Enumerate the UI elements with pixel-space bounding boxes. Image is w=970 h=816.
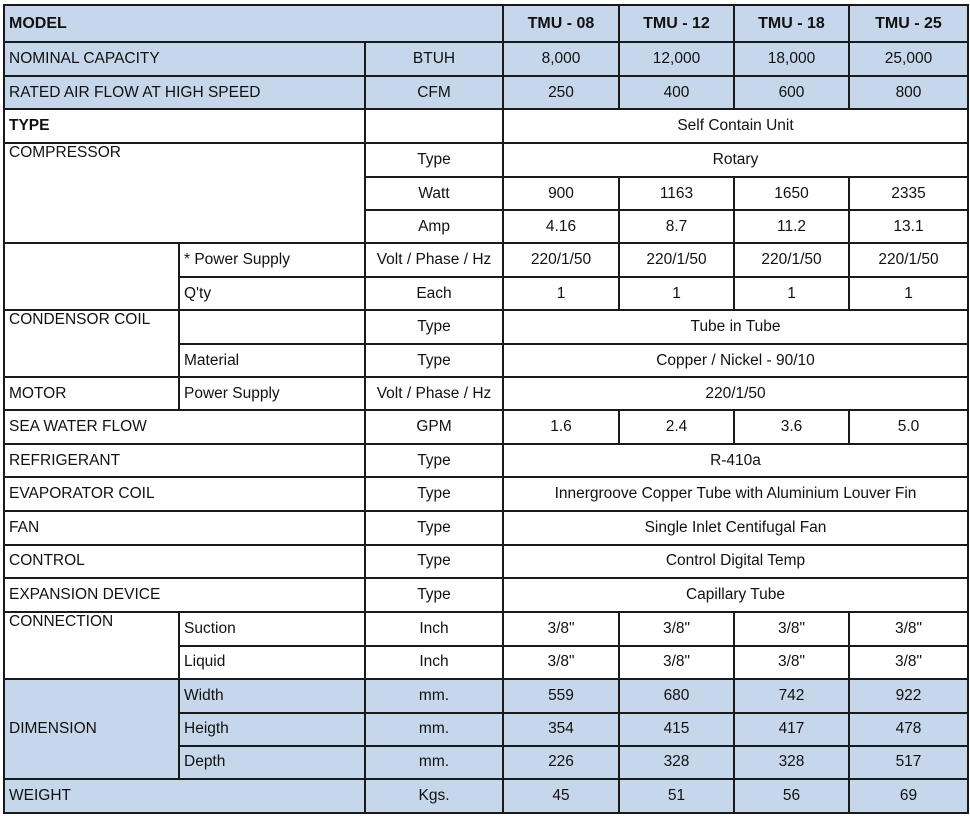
model-tmu-08: TMU - 08 xyxy=(503,5,619,42)
sea-water-flow-row xyxy=(4,410,968,444)
sea-water-flow-value: 2.4 xyxy=(619,410,734,444)
compressor-amp-value: 8.7 xyxy=(619,210,734,243)
refrigerant-unit: Type xyxy=(365,444,503,477)
control-label: CONTROL xyxy=(4,545,365,578)
motor-row xyxy=(4,377,968,410)
expansion-device-unit: Type xyxy=(365,578,503,612)
dimension-width-row xyxy=(4,679,968,713)
compressor-power-row xyxy=(4,243,968,277)
connection-liquid-unit: Inch xyxy=(365,646,503,679)
weight-value: 51 xyxy=(619,779,734,813)
compressor-label: COMPRESSOR xyxy=(4,143,365,243)
rated-air-flow-value: 250 xyxy=(503,76,619,109)
condensor-coil-row xyxy=(4,310,968,344)
expansion-device-label: EXPANSION DEVICE xyxy=(4,578,365,612)
evaporator-coil-row xyxy=(4,477,968,511)
dimension-label: DIMENSION xyxy=(4,679,179,779)
weight-unit: Kgs. xyxy=(365,779,503,813)
compressor-amp-unit: Amp xyxy=(365,210,503,243)
dimension-depth-value: 517 xyxy=(849,746,968,779)
dimension-depth-label: Depth xyxy=(179,746,365,779)
compressor-power-value: 220/1/50 xyxy=(849,243,968,277)
nominal-capacity-value: 8,000 xyxy=(503,42,619,76)
fan-unit: Type xyxy=(365,511,503,544)
dimension-width-value: 680 xyxy=(619,679,734,713)
connection-liquid-value: 3/8" xyxy=(734,646,849,679)
motor-unit: Volt / Phase / Hz xyxy=(365,377,503,410)
weight-value: 56 xyxy=(734,779,849,813)
rated-air-flow-label: RATED AIR FLOW AT HIGH SPEED xyxy=(4,76,365,109)
fan-row xyxy=(4,511,968,544)
compressor-watt-value: 1650 xyxy=(734,177,849,210)
dimension-width-unit: mm. xyxy=(365,679,503,713)
expansion-device-value: Capillary Tube xyxy=(503,578,968,612)
refrigerant-value: R-410a xyxy=(503,444,968,477)
compressor-qty-row xyxy=(4,277,968,310)
compressor-type-unit: Type xyxy=(365,143,503,177)
dimension-depth-value: 328 xyxy=(734,746,849,779)
compressor-amp-value: 11.2 xyxy=(734,210,849,243)
rated-air-flow-value: 600 xyxy=(734,76,849,109)
compressor-power-unit: Volt / Phase / Hz xyxy=(365,243,503,277)
refrigerant-row xyxy=(4,444,968,477)
evaporator-coil-unit: Type xyxy=(365,477,503,511)
nominal-capacity-value: 25,000 xyxy=(849,42,968,76)
connection-liquid-value: 3/8" xyxy=(849,646,968,679)
nominal-capacity-row xyxy=(4,42,968,76)
refrigerant-label: REFRIGERANT xyxy=(4,444,365,477)
connection-suction-unit: Inch xyxy=(365,612,503,646)
condensor-coil-type-unit: Type xyxy=(365,310,503,344)
dimension-height-value: 417 xyxy=(734,713,849,746)
fan-label: FAN xyxy=(4,511,365,544)
compressor-power-label: * Power Supply xyxy=(179,243,365,277)
type-unit xyxy=(365,109,503,143)
dimension-height-unit: mm. xyxy=(365,713,503,746)
connection-suction-value: 3/8" xyxy=(619,612,734,646)
compressor-qty-value: 1 xyxy=(619,277,734,310)
condensor-material-value: Copper / Nickel - 90/10 xyxy=(503,344,968,377)
dimension-width-value: 742 xyxy=(734,679,849,713)
rated-air-flow-value: 800 xyxy=(849,76,968,109)
rated-air-flow-unit: CFM xyxy=(365,76,503,109)
compressor-power-value: 220/1/50 xyxy=(503,243,619,277)
condensor-material-unit: Type xyxy=(365,344,503,377)
compressor-blank-cell xyxy=(4,277,179,310)
dimension-width-value: 922 xyxy=(849,679,968,713)
dimension-height-value: 415 xyxy=(619,713,734,746)
compressor-qty-value: 1 xyxy=(734,277,849,310)
weight-row xyxy=(4,779,968,813)
sea-water-flow-label: SEA WATER FLOW xyxy=(4,410,365,444)
dimension-depth-unit: mm. xyxy=(365,746,503,779)
weight-label: WEIGHT xyxy=(4,779,365,813)
connection-label: CONNECTION xyxy=(4,612,179,679)
dimension-depth-value: 226 xyxy=(503,746,619,779)
connection-liquid-value: 3/8" xyxy=(503,646,619,679)
compressor-watt-value: 1163 xyxy=(619,177,734,210)
dimension-width-label: Width xyxy=(179,679,365,713)
type-label: TYPE xyxy=(4,109,365,143)
compressor-blank-cell xyxy=(4,243,179,277)
model-label: MODEL xyxy=(4,5,503,42)
sea-water-flow-value: 1.6 xyxy=(503,410,619,444)
compressor-amp-value: 4.16 xyxy=(503,210,619,243)
model-tmu-18: TMU - 18 xyxy=(734,5,849,42)
evaporator-coil-label: EVAPORATOR COIL xyxy=(4,477,365,511)
connection-liquid-label: Liquid xyxy=(179,646,365,679)
dimension-width-value: 559 xyxy=(503,679,619,713)
nominal-capacity-value: 18,000 xyxy=(734,42,849,76)
connection-suction-value: 3/8" xyxy=(503,612,619,646)
weight-value: 45 xyxy=(503,779,619,813)
type-value: Self Contain Unit xyxy=(503,109,968,143)
compressor-power-value: 220/1/50 xyxy=(734,243,849,277)
compressor-type-row xyxy=(4,143,968,177)
rated-air-flow-value: 400 xyxy=(619,76,734,109)
fan-value: Single Inlet Centifugal Fan xyxy=(503,511,968,544)
weight-value: 69 xyxy=(849,779,968,813)
spec-table xyxy=(3,4,969,814)
compressor-watt-value: 2335 xyxy=(849,177,968,210)
compressor-watt-unit: Watt xyxy=(365,177,503,210)
control-unit: Type xyxy=(365,545,503,578)
nominal-capacity-unit: BTUH xyxy=(365,42,503,76)
motor-value: 220/1/50 xyxy=(503,377,968,410)
condensor-material-label: Material xyxy=(179,344,365,377)
compressor-qty-label: Q'ty xyxy=(179,277,365,310)
connection-suction-label: Suction xyxy=(179,612,365,646)
connection-liquid-value: 3/8" xyxy=(619,646,734,679)
connection-suction-row xyxy=(4,612,968,646)
control-value: Control Digital Temp xyxy=(503,545,968,578)
expansion-device-row xyxy=(4,578,968,612)
compressor-watt-value: 900 xyxy=(503,177,619,210)
evaporator-coil-value: Innergroove Copper Tube with Aluminium Louver Fin xyxy=(503,477,968,511)
condensor-coil-type-value: Tube in Tube xyxy=(503,310,968,344)
compressor-qty-unit: Each xyxy=(365,277,503,310)
dimension-height-value: 354 xyxy=(503,713,619,746)
dimension-depth-value: 328 xyxy=(619,746,734,779)
header-row xyxy=(4,5,968,42)
motor-sub-label: Power Supply xyxy=(179,377,365,410)
sea-water-flow-unit: GPM xyxy=(365,410,503,444)
model-tmu-12: TMU - 12 xyxy=(619,5,734,42)
nominal-capacity-value: 12,000 xyxy=(619,42,734,76)
nominal-capacity-label: NOMINAL CAPACITY xyxy=(4,42,365,76)
type-row xyxy=(4,109,968,143)
sea-water-flow-value: 5.0 xyxy=(849,410,968,444)
model-tmu-25: TMU - 25 xyxy=(849,5,968,42)
connection-suction-value: 3/8" xyxy=(849,612,968,646)
compressor-type-value: Rotary xyxy=(503,143,968,177)
compressor-qty-value: 1 xyxy=(849,277,968,310)
sea-water-flow-value: 3.6 xyxy=(734,410,849,444)
condensor-coil-blank xyxy=(179,310,365,344)
condensor-coil-label: CONDENSOR COIL xyxy=(4,310,179,377)
control-row xyxy=(4,545,968,578)
compressor-amp-value: 13.1 xyxy=(849,210,968,243)
dimension-height-label: Heigth xyxy=(179,713,365,746)
compressor-qty-value: 1 xyxy=(503,277,619,310)
rated-air-flow-row xyxy=(4,76,968,109)
connection-suction-value: 3/8" xyxy=(734,612,849,646)
compressor-power-value: 220/1/50 xyxy=(619,243,734,277)
motor-label: MOTOR xyxy=(4,377,179,410)
dimension-height-value: 478 xyxy=(849,713,968,746)
